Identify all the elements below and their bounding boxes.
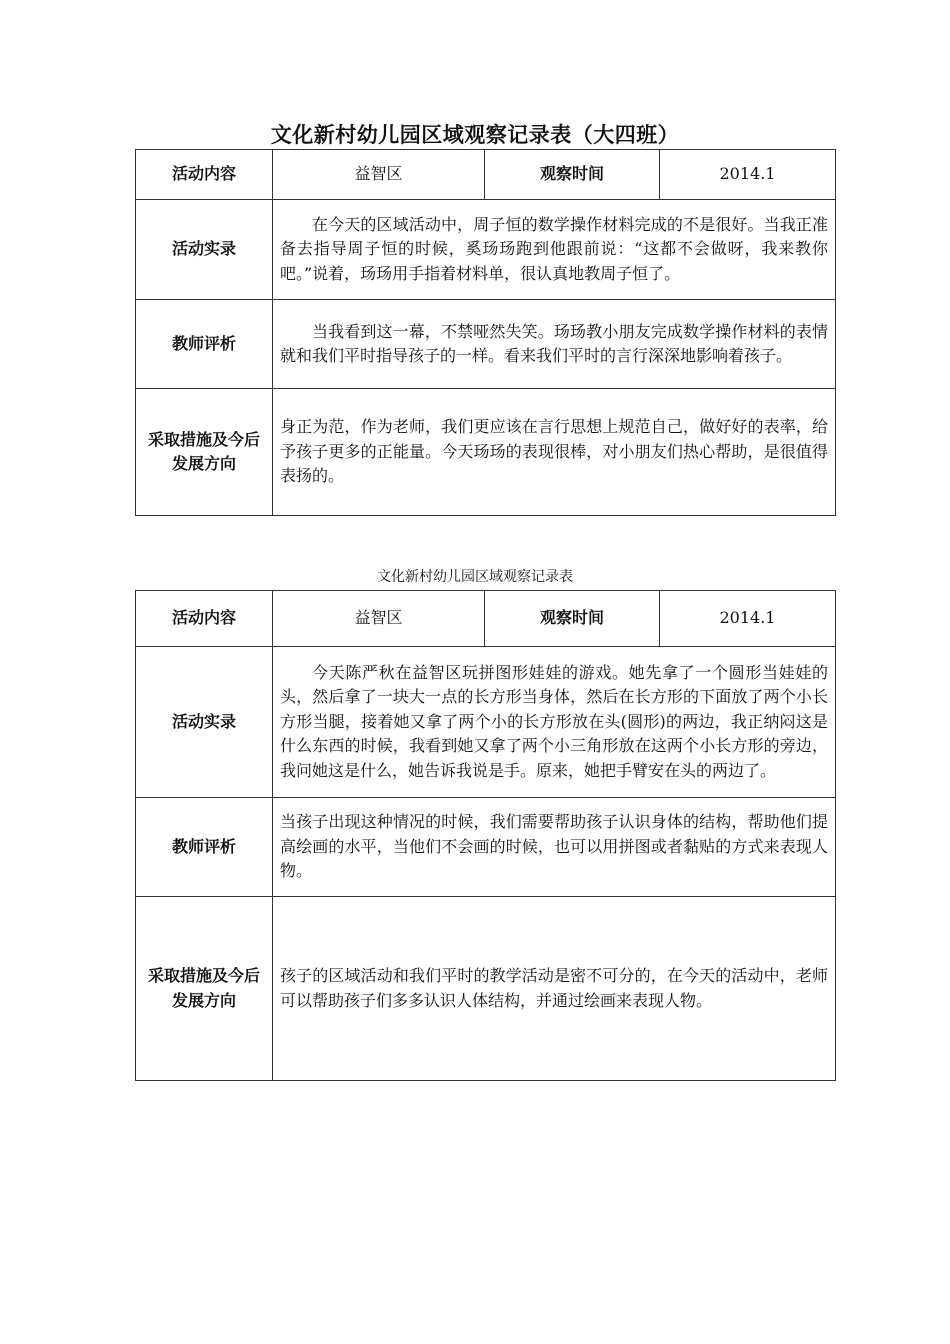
record2-time-value: 2014.1 (660, 591, 836, 647)
record1-measures-row (136, 389, 836, 516)
record1-table (135, 149, 836, 516)
record2-title: 文化新村幼儿园区域观察记录表 (377, 569, 573, 585)
record2-measures-row (136, 897, 836, 1081)
record2-table (135, 590, 836, 1081)
record2-content-label: 活动内容 (136, 591, 273, 647)
record1-record-label: 活动实录 (136, 200, 273, 300)
record1-title: 文化新村幼儿园区域观察记录表（大四班） (270, 123, 680, 147)
record1-measures-text: 身正为范，作为老师，我们更应该在言行思想上规范自己，做好好的表率，给予孩子更多的正能量。今天玚玚的表现很棒，对小朋友们热心帮助，是很值得表扬的。 (273, 389, 836, 516)
record1-content-label: 活动内容 (136, 150, 273, 200)
record1-review-text: 当我看到这一幕，不禁哑然失笑。玚玚教小朋友完成数学操作材料的表情就和我们平时指导孩子的一样。看来我们平时的言行深深地影响着孩子。 (273, 300, 836, 389)
record1-record-row (136, 200, 836, 300)
record2-measures-text: 孩子的区域活动和我们平时的教学活动是密不可分的，在今天的活动中，老师可以帮助孩子们多多认识人体结构，并通过绘画来表现人物。 (273, 897, 836, 1081)
record2-content-value: 益智区 (273, 591, 485, 647)
record2-review-label: 教师评析 (136, 798, 273, 897)
record2-record-text: 今天陈严秋在益智区玩拼图形娃娃的游戏。她先拿了一个圆形当娃娃的头，然后拿了一块大一点的长方形当身体，然后在长方形的下面放了两个小长方形当腿，接着她又拿了两个小的长方形放在头(圆形)的两边，我正纳闷这是什么东西的时候，我看到她又拿了两个小三角形放在这两个小长方形的旁边，我问她这是什么，她告诉我说是手。原来，她把手臂安在头的两边了。 (273, 647, 836, 798)
record1-measures-label: 采取措施及今后发展方向 (136, 389, 273, 516)
record1-content-value: 益智区 (273, 150, 485, 200)
record1-time-label: 观察时间 (485, 150, 660, 200)
record2-record-row (136, 647, 836, 798)
record2-review-row (136, 798, 836, 897)
record2-review-text: 当孩子出现这种情况的时候，我们需要帮助孩子认识身体的结构，帮助他们提高绘画的水平，当他们不会画的时候，也可以用拼图或者黏贴的方式来表现人物。 (273, 798, 836, 897)
record1-header-row (136, 150, 836, 200)
record1-review-label: 教师评析 (136, 300, 273, 389)
record2-record-label: 活动实录 (136, 647, 273, 798)
record1-time-value: 2014.1 (660, 150, 836, 200)
record2-header-row (136, 591, 836, 647)
record1-record-text: 在今天的区域活动中，周子恒的数学操作材料完成的不是很好。当我正准备去指导周子恒的时候，奚玚玚跑到他跟前说：“这都不会做呀，我来教你吧。”说着，玚玚用手指着材料单，很认真地教周子恒了。 (273, 200, 836, 300)
record1-review-row (136, 300, 836, 389)
record2-measures-label: 采取措施及今后发展方向 (136, 897, 273, 1081)
record2-time-label: 观察时间 (485, 591, 660, 647)
